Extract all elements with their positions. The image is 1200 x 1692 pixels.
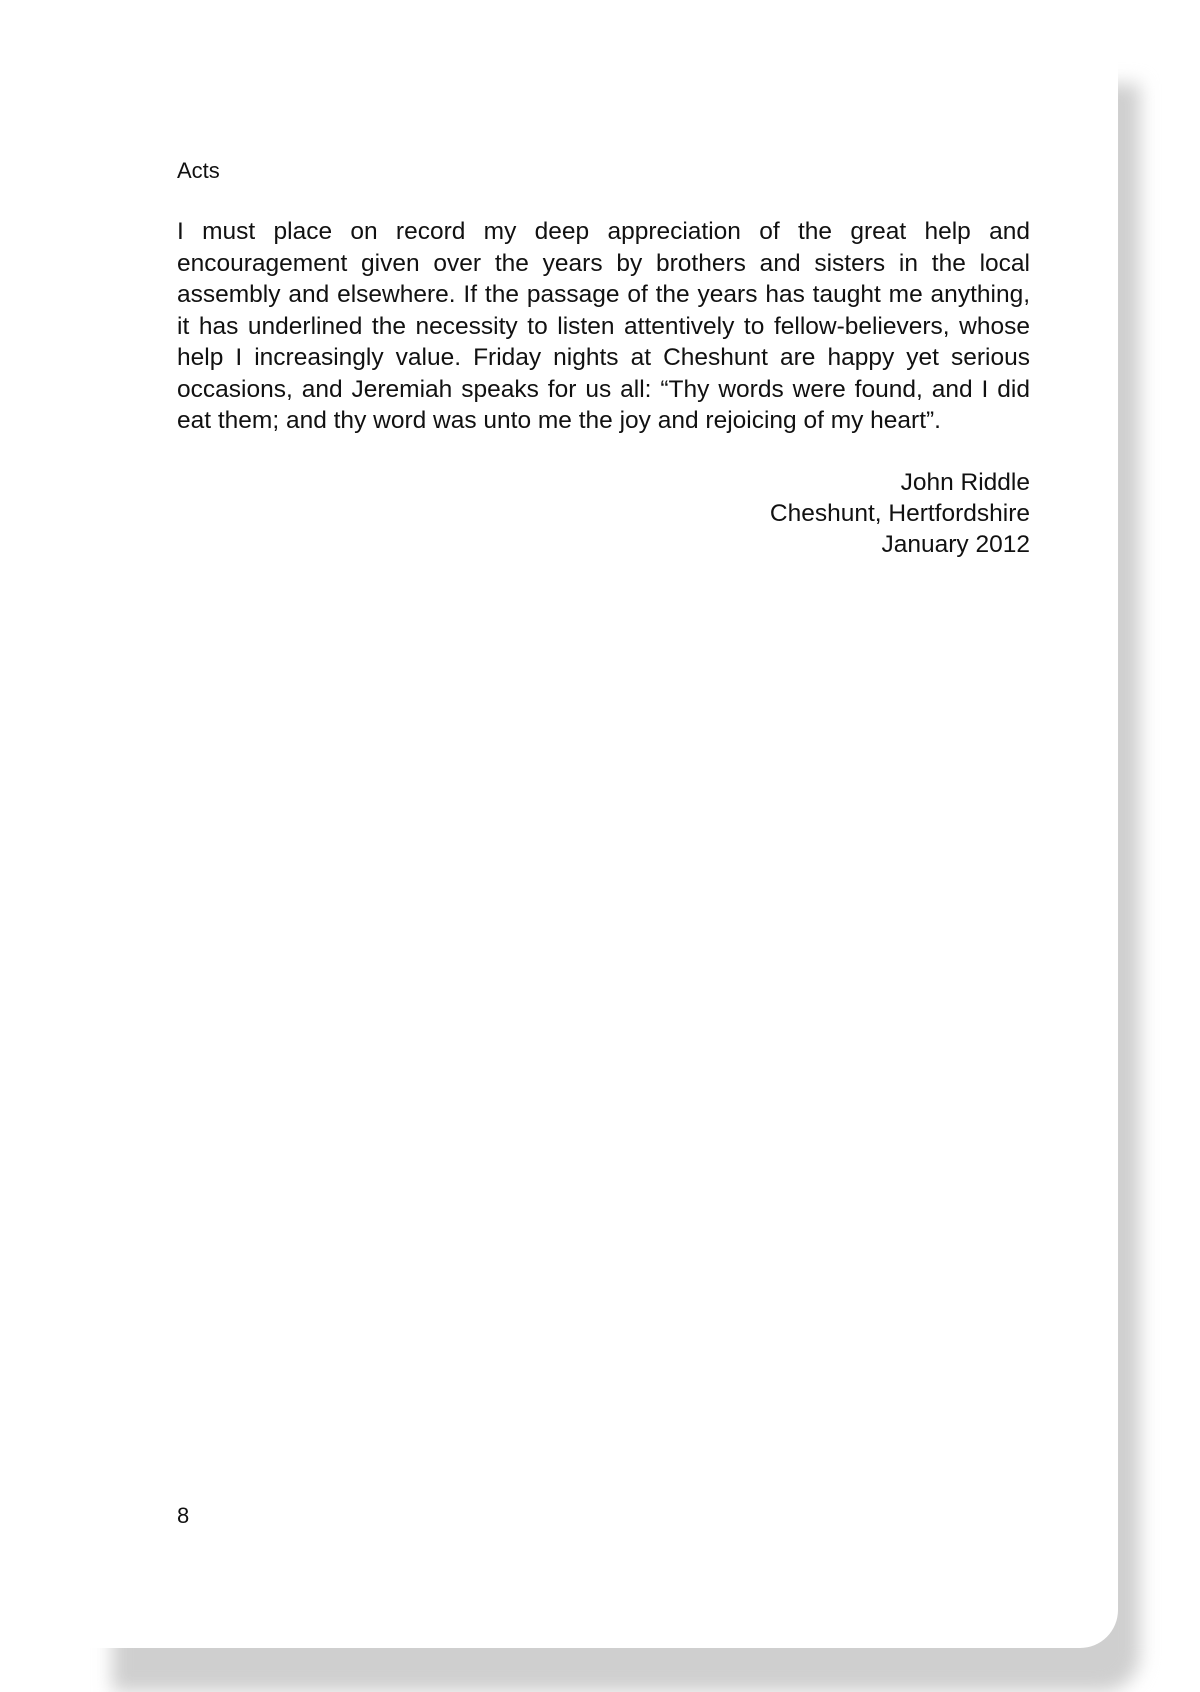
- page-number: 8: [177, 1503, 190, 1528]
- signature-place: Cheshunt, Hertfordshire: [769, 500, 1030, 527]
- running-head: Acts: [177, 158, 220, 183]
- signature-block: [560, 467, 1030, 560]
- signature-date: January 2012: [881, 531, 1030, 558]
- body-paragraph: I must place on record my deep appreciation of the great help and encouragement given over the years by brothers and sisters in the local assembly and elsewhere. If the passage of the years has taught me anything, it has underlined the necessity to listen attentively to fellow-believers, whose help I increasingly value. Friday nights at Cheshunt are happy yet serious occasions, and Jeremiah speaks for us all: “Thy words were found, and I did eat them; and thy word was unto me the joy and rejoicing of my heart”.: [177, 218, 1030, 434]
- signature-name: John Riddle: [900, 469, 1030, 496]
